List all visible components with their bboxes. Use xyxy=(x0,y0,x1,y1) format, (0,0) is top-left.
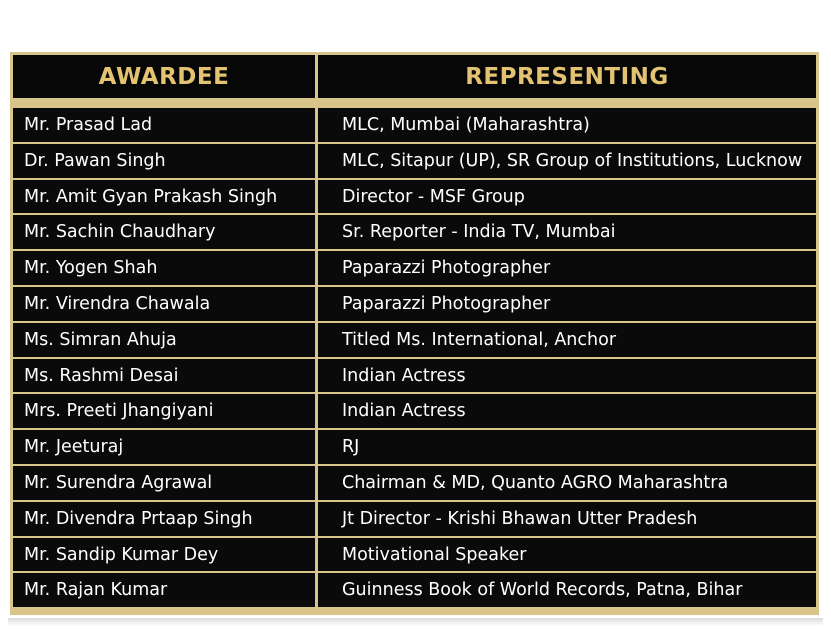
table-row xyxy=(13,144,816,178)
table-row xyxy=(13,394,816,428)
table-row xyxy=(13,108,816,142)
awardee-name: Mr. Prasad Lad xyxy=(13,108,315,142)
table-shadow xyxy=(8,618,823,626)
representing-org: Paparazzi Photographer xyxy=(318,287,816,321)
awardee-name: Dr. Pawan Singh xyxy=(13,144,315,178)
table-row xyxy=(13,180,816,214)
representing-org: Motivational Speaker xyxy=(318,538,816,572)
representing-org: Indian Actress xyxy=(318,394,816,428)
table-row xyxy=(13,287,816,321)
awardee-name: Mr. Amit Gyan Prakash Singh xyxy=(13,180,315,214)
representing-org: Jt Director - Krishi Bhawan Utter Pradesh xyxy=(318,502,816,536)
table-row xyxy=(13,323,816,357)
representing-org: Chairman & MD, Quanto AGRO Maharashtra xyxy=(318,466,816,500)
awardee-name: Mrs. Preeti Jhangiyani xyxy=(13,394,315,428)
awardee-name: Mr. Surendra Agrawal xyxy=(13,466,315,500)
awardee-name: Mr. Jeeturaj xyxy=(13,430,315,464)
representing-org: MLC, Sitapur (UP), SR Group of Institutions, Lucknow xyxy=(318,144,816,178)
header-representing: REPRESENTING xyxy=(318,55,816,98)
table-row xyxy=(13,359,816,393)
table-header xyxy=(13,55,816,98)
table-row xyxy=(13,215,816,249)
representing-org: Sr. Reporter - India TV, Mumbai xyxy=(318,215,816,249)
awardee-name: Ms. Rashmi Desai xyxy=(13,359,315,393)
awardee-name: Mr. Yogen Shah xyxy=(13,251,315,285)
table-row xyxy=(13,502,816,536)
representing-org: RJ xyxy=(318,430,816,464)
awardee-name: Mr. Sandip Kumar Dey xyxy=(13,538,315,572)
table-row xyxy=(13,430,816,464)
representing-org: MLC, Mumbai (Maharashtra) xyxy=(318,108,816,142)
table-row xyxy=(13,538,816,572)
representing-org: Director - MSF Group xyxy=(318,180,816,214)
representing-org: Titled Ms. International, Anchor xyxy=(318,323,816,357)
awardee-name: Ms. Simran Ahuja xyxy=(13,323,315,357)
representing-org: Guinness Book of World Records, Patna, Bihar xyxy=(318,573,816,607)
header-awardee: AWARDEE xyxy=(13,55,315,98)
table-row xyxy=(13,466,816,500)
table-row xyxy=(13,573,816,607)
table-row xyxy=(13,251,816,285)
awardee-name: Mr. Virendra Chawala xyxy=(13,287,315,321)
representing-org: Paparazzi Photographer xyxy=(318,251,816,285)
awardee-name: Mr. Rajan Kumar xyxy=(13,573,315,607)
awardee-table xyxy=(10,52,819,615)
representing-org: Indian Actress xyxy=(318,359,816,393)
awardee-name: Mr. Divendra Prtaap Singh xyxy=(13,502,315,536)
awardee-name: Mr. Sachin Chaudhary xyxy=(13,215,315,249)
table-body xyxy=(13,108,816,609)
